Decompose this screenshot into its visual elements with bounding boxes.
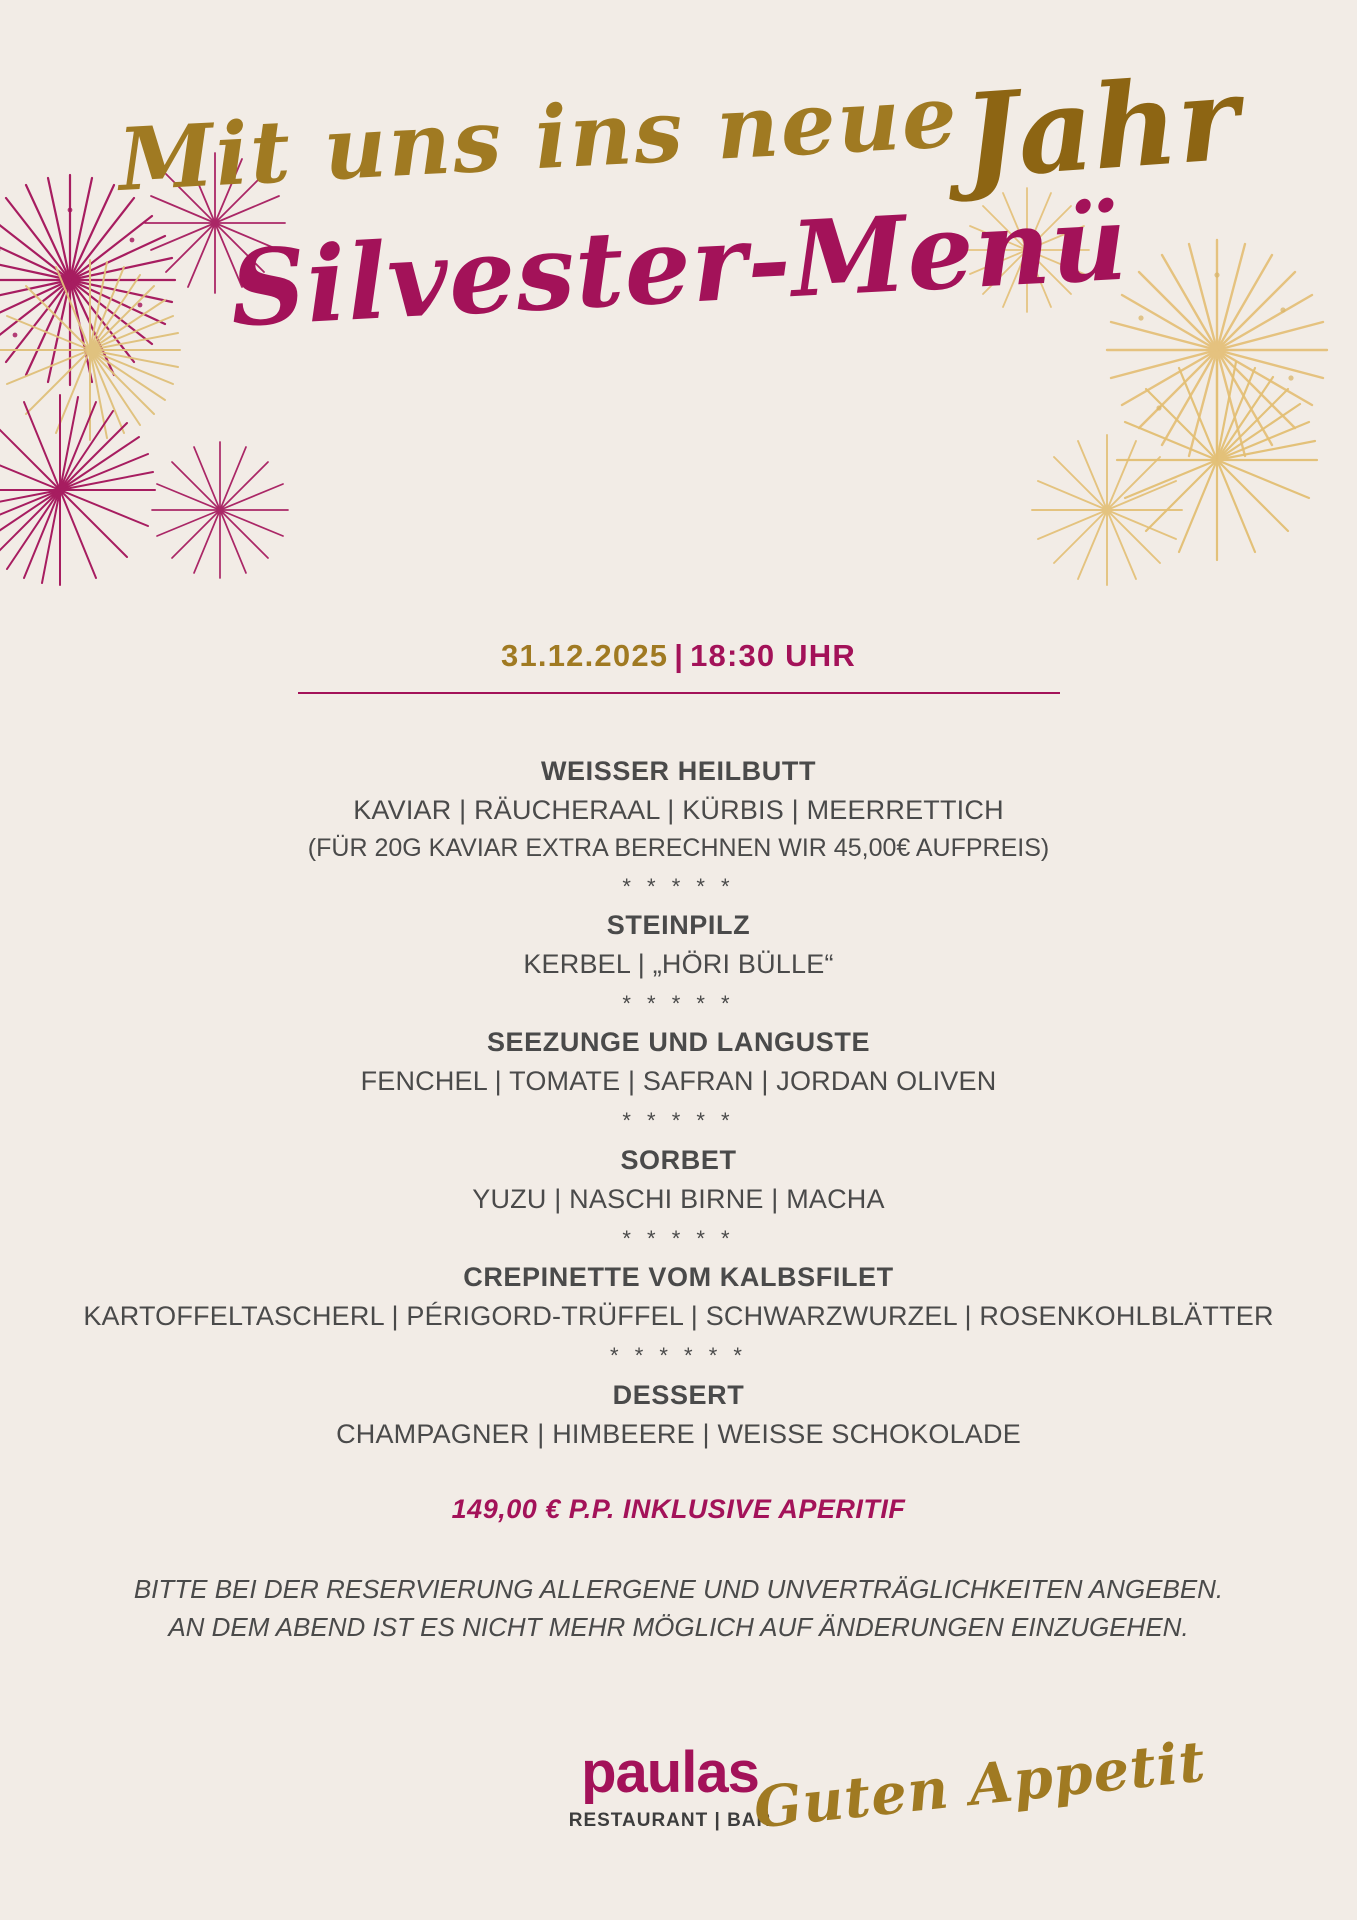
poster-footer bbox=[0, 1714, 1357, 1854]
headline-line-1: Mit uns ins neue bbox=[115, 66, 962, 211]
fireworks-left-lower-icon bbox=[110, 400, 330, 620]
course-note: (FÜR 20G KAVIAR EXTRA BERECHNEN WIR 45,00€ AUFPREIS) bbox=[307, 834, 1050, 863]
course-separator: * * * * * bbox=[622, 1108, 735, 1134]
menu-course bbox=[0, 906, 1357, 1021]
course-description: FENCHEL | TOMATE | SAFRAN | JORDAN OLIVEN bbox=[360, 1066, 997, 1097]
headline-line-2: Jahr bbox=[959, 50, 1244, 206]
menu-price: 149,00 € P.P. INKLUSIVE APERITIF bbox=[451, 1493, 906, 1524]
course-title: CREPINETTE VOM KALBSFILET bbox=[463, 1262, 894, 1293]
course-separator: * * * * * bbox=[622, 991, 735, 1016]
course-description: KARTOFFELTASCHERL | PÉRIGORD-TRÜFFEL | SCHWARZWURZEL | ROSENKOHLBLÄTTER bbox=[83, 1301, 1274, 1332]
course-description: YUZU | NASCHI BIRNE | MACHA bbox=[472, 1183, 885, 1214]
logo-name: paulas bbox=[581, 1740, 759, 1805]
course-title: SORBET bbox=[620, 1144, 737, 1175]
menu-course bbox=[0, 1258, 1357, 1373]
fireworks-right-lower-icon bbox=[987, 400, 1227, 640]
course-title: DESSERT bbox=[612, 1379, 745, 1410]
event-date-line bbox=[501, 638, 856, 674]
divider-rule bbox=[298, 692, 1060, 694]
restaurant-logo bbox=[560, 1740, 780, 1832]
course-description: CHAMPAGNER | HIMBEERE | WEISSE SCHOKOLADE bbox=[336, 1418, 1021, 1449]
headline-line-3: Silvester-Menü bbox=[226, 180, 1131, 351]
menu-course bbox=[0, 1376, 1357, 1454]
event-time: 18:30 UHR bbox=[690, 638, 856, 673]
poster-headline bbox=[0, 50, 1357, 351]
course-title: WEISSER HEILBUTT bbox=[540, 756, 817, 786]
course-title: SEEZUNGE UND LANGUSTE bbox=[486, 1027, 871, 1058]
menu-course bbox=[0, 752, 1357, 904]
allergen-notice-line-2: AN DEM ABEND IST ES NICHT MEHR MÖGLICH AUF ÄNDERUNGEN EINZUGEHEN. bbox=[168, 1611, 1189, 1642]
allergen-notice-line-1: BITTE BEI DER RESERVIERUNG ALLERGENE UND UNVERTRÄGLICHKEITEN ANGEBEN. bbox=[133, 1573, 1224, 1604]
event-date: 31.12.2025 bbox=[501, 638, 669, 673]
course-separator: * * * * * * bbox=[610, 1343, 747, 1369]
event-date-block bbox=[0, 638, 1357, 694]
course-separator: * * * * * bbox=[622, 1225, 735, 1251]
course-title: STEINPILZ bbox=[606, 909, 751, 940]
menu-courses bbox=[0, 752, 1357, 1646]
closing-script: Guten Appetit bbox=[751, 1728, 1210, 1842]
course-separator: * * * * * bbox=[622, 873, 735, 899]
date-separator: | bbox=[674, 638, 685, 673]
menu-course bbox=[0, 1141, 1357, 1256]
fireworks-bottom-right-icon bbox=[1047, 330, 1357, 650]
course-description: KERBEL | „HÖRI BÜLLE“ bbox=[523, 948, 834, 979]
fireworks-bottom-left-icon bbox=[0, 330, 270, 630]
menu-course bbox=[0, 1023, 1357, 1138]
logo-subtitle: RESTAURANT | BAR bbox=[568, 1810, 772, 1831]
course-description: KAVIAR | RÄUCHERAAL | KÜRBIS | MEERRETTICH bbox=[353, 795, 1004, 826]
allergen-notice bbox=[0, 1571, 1357, 1646]
